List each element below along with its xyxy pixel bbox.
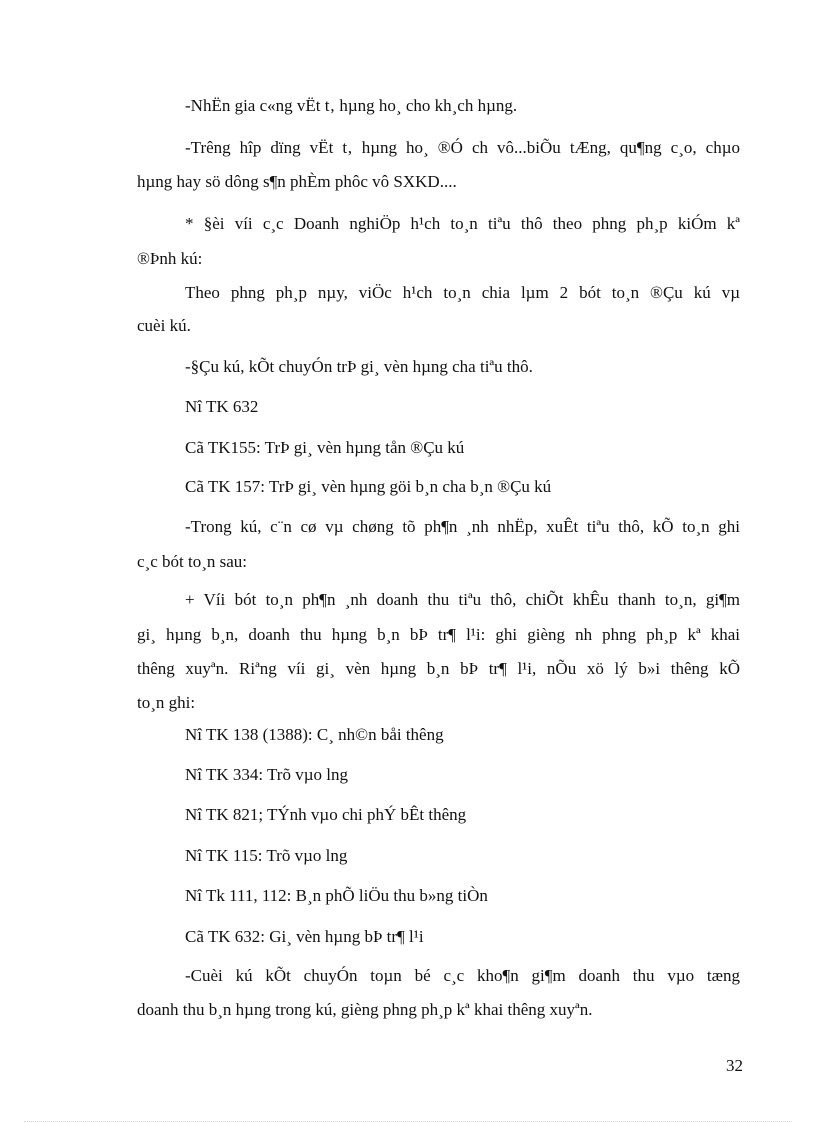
text-line: Theo phng ph¸p nµy, viÖc h¹ch to¸n chia lµm 2 bót to¸n ®Çu kú vµ (185, 283, 740, 302)
bottom-divider (24, 1121, 792, 1122)
text-line: cuèi kú. (137, 316, 191, 335)
text-line: -Trong kú, c¨n cø vµ chøng tõ ph¶n ¸nh nhËp, xuÊt tiªu thô, kÕ to¸n ghi (185, 517, 740, 536)
text-line: Cã TK155: TrÞ gi¸ vèn hµng tån ®Çu kú (185, 438, 465, 457)
text-line: -Trêng hîp dïng vËt t‚ hµng ho¸ ®Ó ch vô...biÕu tÆng, qu¶ng c¸o, chµo (185, 138, 740, 157)
text-line: to¸n ghi: (137, 693, 196, 712)
text-line: Nî TK 115: Trõ vµo lng (185, 846, 348, 865)
text-line: Nî TK 138 (1388): C¸ nh©n båi thêng (185, 725, 444, 744)
text-line: c¸c bót to¸n sau: (137, 552, 247, 571)
text-line: doanh thu b¸n hµng trong kú, gièng phng ph¸p kª khai thêng xuyªn. (137, 1000, 593, 1019)
text-line: -§Çu kú, kÕt chuyÓn trÞ gi¸ vèn hµng cha tiªu thô. (185, 357, 533, 376)
text-line: hµng hay sö dông s¶n phÈm phôc vô SXKD.... (137, 172, 457, 191)
text-line: Nî TK 821; TÝnh vµo chi phÝ bÊt thêng (185, 805, 467, 824)
text-line: * §èi víi c¸c Doanh nghiÖp h¹ch to¸n tiªu thô theo phng ph¸p kiÓm kª (185, 214, 740, 233)
text-line: Cã TK 632: Gi¸ vèn hµng bÞ tr¶ l¹i (185, 927, 424, 946)
text-line: gi¸ hµng b¸n, doanh thu hµng b¸n bÞ tr¶ l¹i: ghi gièng nh phng ph¸p kª khai (137, 625, 740, 644)
text-line: + Víi bót to¸n ph¶n ¸nh doanh thu tiªu thô, chiÕt khÊu thanh to¸n, gi¶m (185, 590, 740, 609)
text-line: Nî Tk 111, 112: B¸n phÕ liÖu thu b»ng tiÒn (185, 886, 488, 905)
text-line: Nî TK 632 (185, 397, 259, 416)
text-line: Nî TK 334: Trõ vµo lng (185, 765, 348, 784)
page-number: 32 (726, 1056, 743, 1075)
text-line: Cã TK 157: TrÞ gi¸ vèn hµng göi b¸n cha b¸n ®Çu kú (185, 477, 552, 496)
text-line: -NhËn gia c«ng vËt t‚ hµng ho¸ cho kh¸ch hµng. (185, 96, 518, 115)
text-line: ®Þnh kú: (137, 249, 203, 268)
text-line: -Cuèi kú kÕt chuyÓn toµn bé c¸c kho¶n gi¶m doanh thu vµo tæng (185, 966, 740, 985)
text-line: thêng xuyªn. Riªng víi gi¸ vèn hµng b¸n bÞ tr¶ l¹i, nÕu xö lý b»i thêng kÕ (137, 659, 740, 678)
